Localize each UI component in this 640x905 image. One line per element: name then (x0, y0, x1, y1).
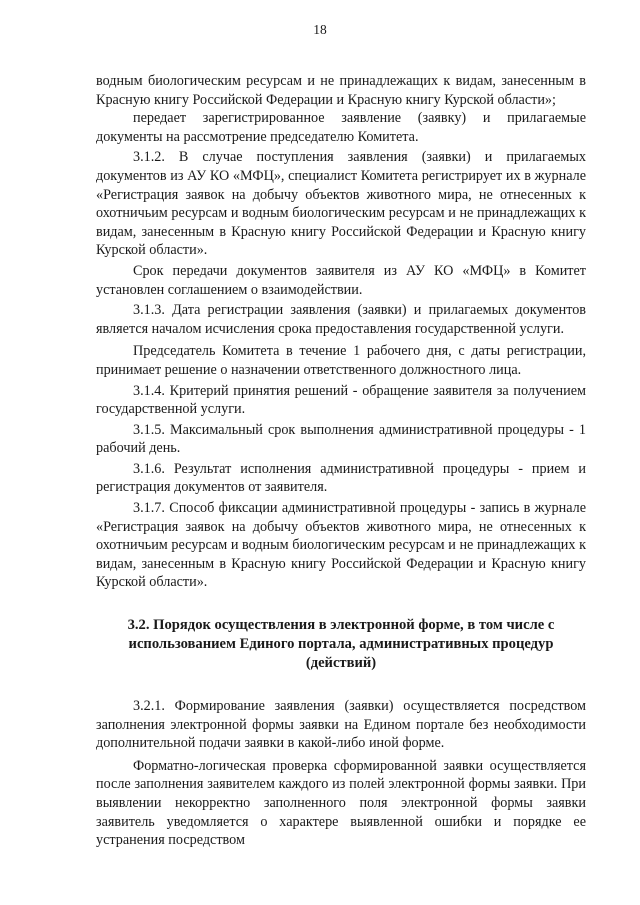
paragraph-format-check: Форматно-логическая проверка сформированной заявки осуществляется после заполнения заявителем каждого из полей электронной формы заявки. При выявлении некорректно заполненного поля электронной формы заявки заявитель уведомляется о характере выявленной ошибки и порядке ее устранения посредством (96, 757, 586, 849)
section-heading-3-2: 3.2. Порядок осуществления в электронной форме, в том числе с использованием Единого портала, административных процедур (действий) (127, 617, 555, 672)
paragraph-3-2-1: 3.2.1. Формирование заявления (заявки) осуществляется посредством заполнения электронной формы заявки на Едином портале без необходимости дополнительной подачи заявки в какой-либо иной форме. (96, 698, 586, 752)
page-number: 18 (313, 22, 327, 37)
document-body (96, 72, 586, 850)
paragraph-transfer-to-chairman: передает зарегистрированное заявление (заявку) и прилагаемые документы на рассмотрение председателю Комитета. (96, 110, 586, 145)
paragraph-3-1-6: 3.1.6. Результат исполнения административной процедуры - прием и регистрация документов от заявителя. (96, 460, 586, 496)
paragraph-3-1-3: 3.1.3. Дата регистрации заявления (заявки) и прилагаемых документов является началом исчисления срока предоставления государственной услуги. (96, 302, 586, 337)
paragraph-transfer-term: Срок передачи документов заявителя из АУ КО «МФЦ» в Комитет установлен соглашением о взаимодействии. (96, 262, 586, 298)
paragraph-3-1-2: 3.1.2. В случае поступления заявления (заявки) и прилагаемых документов из АУ КО «МФЦ», специалист Комитета регистрирует их в журнале «Регистрация заявок на добычу объектов животного мира, не отнесенных к охотничьим ресурсам и водным биологическим ресурсам и не принадлежащих к видам, занесенным в Красную книгу Российской Федерации и Красную книгу Курской области». (96, 149, 586, 259)
paragraph-3-1-4: 3.1.4. Критерий принятия решений - обращение заявителя за получением государственной услуги. (96, 382, 586, 418)
paragraph-3-1-5: 3.1.5. Максимальный срок выполнения административной процедуры - 1 рабочий день. (96, 421, 586, 457)
paragraph-chairman-decision: Председатель Комитета в течение 1 рабочего дня, с даты регистрации, принимает решение о назначении ответственного должностного лица. (96, 343, 586, 378)
paragraph-continuation: водным биологическим ресурсам и не принадлежащих к видам, занесенным в Красную книгу Российской Федерации и Красную книгу Курской области»; (96, 73, 586, 108)
paragraph-3-1-7: 3.1.7. Способ фиксации административной процедуры - запись в журнале «Регистрация заявок на добычу объектов животного мира, не отнесенных к охотничьим ресурсам и водным биологическим ресурсам и не принадлежащих к видам, занесенным в Красную книгу Российской Федерации и Красную книгу Курской области». (96, 500, 586, 591)
